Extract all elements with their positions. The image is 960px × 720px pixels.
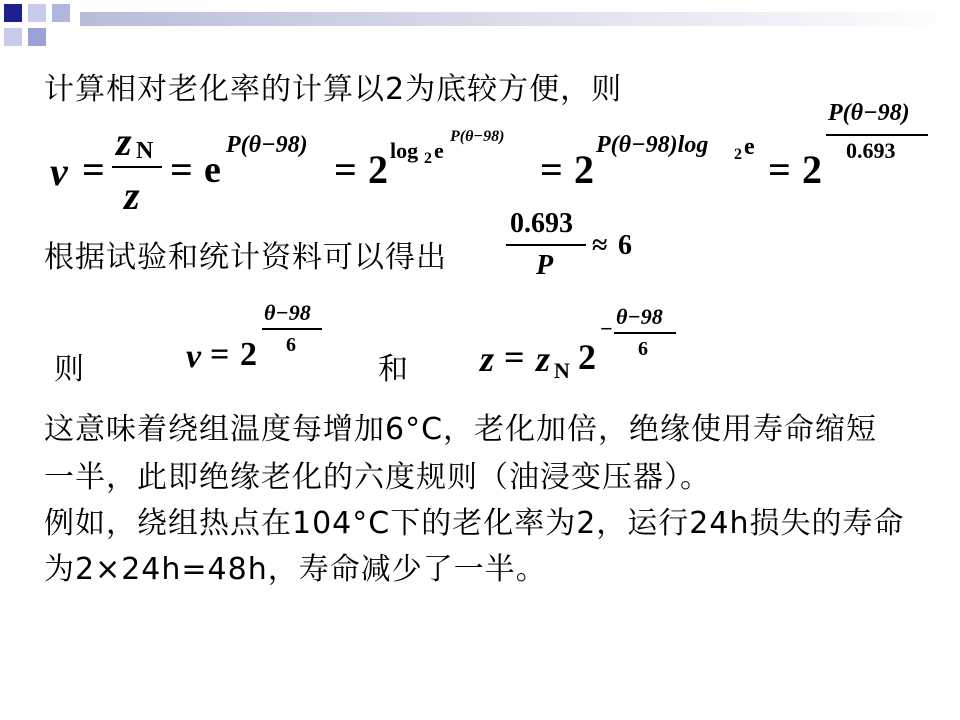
- corner-square: [28, 28, 46, 46]
- corner-square: [52, 4, 70, 22]
- exp-numerator: θ−98: [616, 304, 663, 329]
- corner-square: [4, 28, 22, 46]
- exponent-p-theta-log: P(θ−98)log: [596, 132, 709, 158]
- header-gradient-bar: [80, 12, 960, 26]
- nu-symbol: ν: [186, 338, 202, 375]
- z-n-symbol: z: [536, 339, 551, 379]
- exponent-p-theta: P(θ−98): [226, 132, 308, 158]
- equals-sign: =: [504, 337, 525, 377]
- exp-numerator: θ−98: [264, 300, 311, 325]
- fraction-numerator: 0.693: [510, 208, 573, 239]
- example-line1: 例如，绕组热点在104°C下的老化率为2，运行24h损失的寿命: [44, 506, 905, 541]
- equals-sign: =: [210, 336, 230, 373]
- fraction-denominator: P: [536, 250, 554, 281]
- corner-square: [28, 4, 46, 22]
- approx-value: 6: [618, 230, 632, 261]
- six-degree-rule-line2: 一半，此即绝缘老化的六度规则（油浸变压器）。: [44, 460, 711, 495]
- exp-fraction-bar: [826, 134, 928, 136]
- exp-fraction-bar: [262, 328, 322, 330]
- z-denominator: z: [124, 173, 140, 218]
- log-text: log: [390, 138, 419, 163]
- z-symbol: z: [480, 339, 495, 379]
- exp-fraction-numerator: P(θ−98): [828, 100, 910, 126]
- fraction-bar: [506, 244, 586, 246]
- n-subscript: N: [554, 358, 570, 383]
- exp-denominator: 6: [286, 334, 296, 356]
- and-label: 和: [378, 352, 409, 387]
- fraction-bar: [112, 166, 162, 168]
- equals-sign: =: [170, 147, 193, 192]
- equals-sign: =: [334, 147, 357, 192]
- log-base: 2: [734, 146, 742, 163]
- nu-symbol: ν: [50, 149, 68, 194]
- log-base: 2: [424, 150, 432, 167]
- exp-denominator: 6: [638, 338, 648, 360]
- base-two: 2: [574, 147, 594, 192]
- corner-decoration: [0, 0, 80, 60]
- base-two: 2: [368, 147, 388, 192]
- z-n-numerator: z: [116, 119, 132, 164]
- exp-fraction-denominator: 0.693: [846, 138, 896, 163]
- minus-sign: −: [600, 316, 613, 341]
- equals-sign: =: [82, 147, 105, 192]
- stats-text: 根据试验和统计资料可以得出: [44, 240, 447, 275]
- example-line2: 为2×24h=48h，寿命减少了一半。: [44, 552, 547, 587]
- base-two: 2: [240, 336, 257, 373]
- base-two: 2: [802, 147, 822, 192]
- n-subscript: N: [136, 138, 154, 164]
- six-degree-rule-line1: 这意味着绕组温度每增加6°C，老化加倍，绝缘使用寿命缩短: [44, 412, 878, 447]
- nested-exponent: P(θ−98): [450, 128, 505, 145]
- e-base: e: [204, 149, 221, 191]
- approx-sign: ≈: [592, 230, 608, 261]
- intro-text: 计算相对老化率的计算以2为底较方便，则: [44, 72, 623, 107]
- equals-sign: =: [540, 147, 563, 192]
- then-label: 则: [54, 352, 85, 387]
- equals-sign: =: [768, 147, 791, 192]
- exp-fraction-bar: [614, 332, 676, 334]
- log-arg-e: e: [434, 138, 444, 163]
- corner-square: [4, 4, 22, 22]
- log-arg-e: e: [744, 134, 755, 160]
- base-two: 2: [578, 337, 596, 377]
